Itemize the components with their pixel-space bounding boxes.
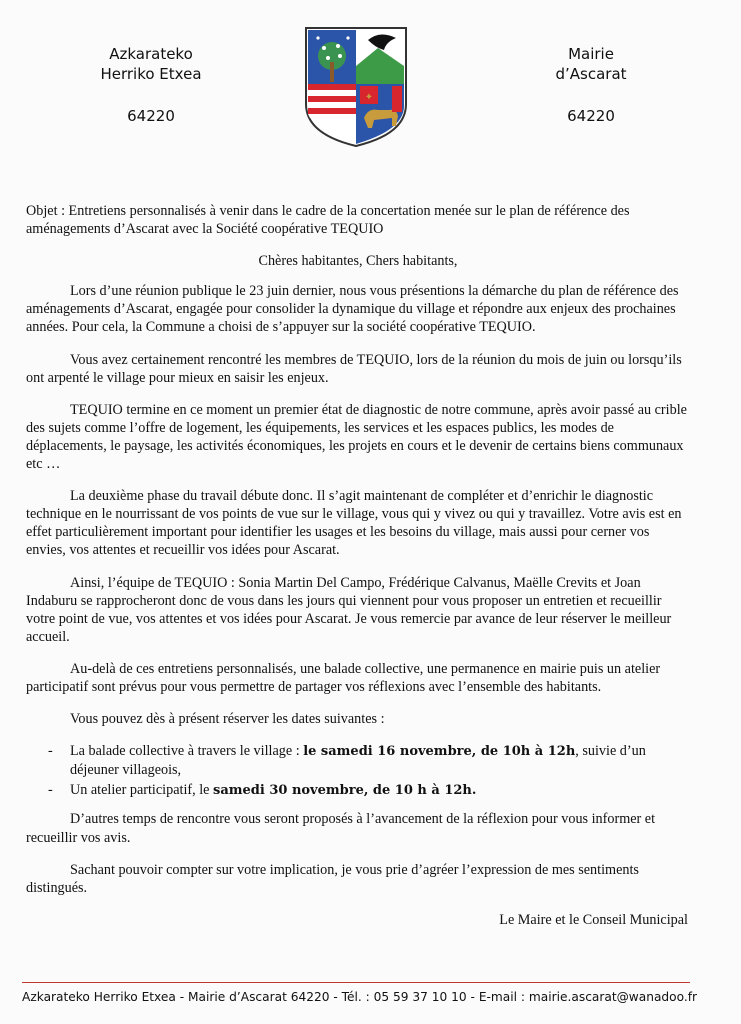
list-item xyxy=(26,742,690,779)
letterhead-french-line2: d’Ascarat xyxy=(555,65,627,83)
paragraph-6: Au-delà de ces entretiens personnalisés, une balade collective, une permanence en mairie puis un atelier participatif sont prévus pour vous permettre de partager vos réflexions avec l’ensemble des habitants. xyxy=(26,660,661,695)
letterhead-basque xyxy=(66,44,236,126)
paragraph-4: La deuxième phase du travail débute donc. Il s’agit maintenant de compléter et d’enrichir le diagnostic technique en le nourrissant de vos points de vue sur le village, vous qui y vivez ou qui y travaillez. Votre avis est en effet particulièrement important pour identifier les usages et les besoins du village, mais aussi pour cerner vos envies, vos attentes et recueillir vos idées pour Ascarat. xyxy=(26,488,682,559)
paragraph-1: Lors d’une réunion publique le 23 juin dernier, nous vous présentions la démarche du plan de référence des aménagements d’Ascarat, engagée pour consolider la dynamique du village et répondre aux enjeux des prochaines années. Pour cela, la Commune a choisi de s’appuyer sur la société coopérative TEQUIO. xyxy=(26,283,679,336)
letterhead-french-postcode: 64220 xyxy=(567,107,615,125)
letterhead-french-line1: Mairie xyxy=(568,45,614,63)
signature: Le Maire et le Conseil Municipal xyxy=(499,911,688,928)
paragraph-9: Sachant pouvoir compter sur votre implication, je vous prie d’agréer l’expression de mes sentiments distingués. xyxy=(26,861,639,896)
letter-body xyxy=(26,202,690,943)
list-item xyxy=(26,781,690,800)
footer-divider xyxy=(22,982,690,983)
letterhead-basque-line1: Azkarateko xyxy=(109,45,193,63)
letterhead-french xyxy=(506,44,676,126)
item1-date: le samedi 16 novembre, de 10h à 12h xyxy=(303,744,576,760)
item1-text-end: , suivie d’un déjeuner villageois, xyxy=(70,743,646,779)
svg-text:✦: ✦ xyxy=(364,92,374,103)
letter-subject: Objet : Entretiens personnalisés à venir dans le cadre de la concertation menée sur le plan de référence des aménagements d’Ascarat avec la Société coopérative TEQUIO xyxy=(26,203,630,238)
paragraph-3: TEQUIO termine en ce moment un premier état de diagnostic de notre commune, après avoir passé au crible des sujets comme l’offre de logement, les équipements, les services et les espaces publics, les modes de déplacements, le paysage, les activités économiques, les projets en cours et le devenir de certains biens communaux etc … xyxy=(26,401,687,473)
item2-text: Un atelier participatif, le xyxy=(70,782,213,799)
letterhead-basque-line2: Herriko Etxea xyxy=(100,65,202,83)
item2-date: samedi 30 novembre, de 10 h à 12h. xyxy=(213,783,477,799)
letter-greeting: Chères habitantes, Chers habitants, xyxy=(258,253,458,270)
paragraph-5: Ainsi, l’équipe de TEQUIO : Sonia Martin Del Campo, Frédérique Calvanus, Maëlle Crevits et Joan Indaburu se rapprocheront donc de vous dans les jours qui viennent pour vous proposer un entretien et recueillir votre point de vue, vos attentes et vos idées pour Ascarat. Je vous remercie par avance de leur réserver le meilleur accueil. xyxy=(26,574,672,645)
footer-contact: Azkarateko Herriko Etxea - Mairie d’Ascarat 64220 - Tél. : 05 59 37 10 10 - E-mail : mairie.ascarat@wanadoo.fr xyxy=(22,990,698,1004)
letterhead-basque-postcode: 64220 xyxy=(127,107,175,125)
dates-list xyxy=(26,742,690,800)
paragraph-2: Vous avez certainement rencontré les membres de TEQUIO, lors de la réunion du mois de juin ou lorsqu’ils ont arpenté le village pour mieux en saisir les enjeux. xyxy=(26,351,682,386)
paragraph-7: Vous pouvez dès à présent réserver les dates suivantes : xyxy=(70,711,385,728)
coat-of-arms-icon xyxy=(304,26,408,148)
item1-text: La balade collective à travers le village : xyxy=(70,743,304,760)
paragraph-8: D’autres temps de rencontre vous seront proposés à l’avancement de la réflexion pour vous informer et recueillir vos avis. xyxy=(26,811,656,846)
